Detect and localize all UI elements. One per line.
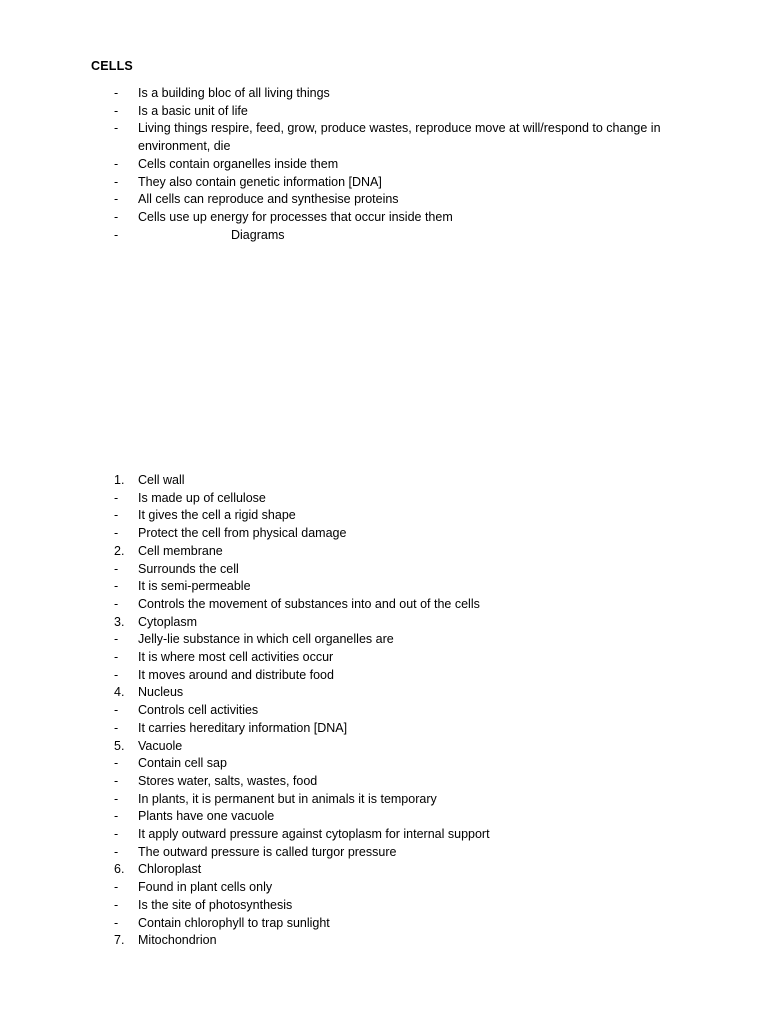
- list-marker: -: [114, 508, 119, 523]
- numbered-heading: [0, 472, 698, 490]
- list-marker: -: [114, 209, 119, 224]
- list-item-text: Cells contain organelles inside them: [138, 156, 339, 171]
- numbered-heading: [0, 614, 698, 632]
- list-item: [0, 507, 698, 525]
- list-marker: -: [114, 174, 119, 189]
- list-item-text: Vacuole: [138, 738, 183, 753]
- list-item-text: It is semi-permeable: [138, 579, 251, 594]
- list-item: [0, 103, 698, 121]
- list-item-text: Is a basic unit of life: [138, 103, 248, 118]
- list-marker: 1.: [114, 473, 125, 487]
- list-marker: 6.: [114, 862, 125, 877]
- list-item-text: Cells use up energy for processes that occur inside them: [138, 209, 453, 224]
- list-marker: -: [114, 579, 119, 594]
- list-item: [0, 879, 698, 897]
- list-item-text: Nucleus: [138, 685, 184, 700]
- numbered-heading: [0, 738, 698, 756]
- list-item-text: Jelly-lie substance in which cell organelles are: [138, 632, 394, 647]
- organelle-list: [0, 472, 698, 950]
- list-item-text: Is a building bloc of all living things: [138, 86, 330, 100]
- list-item-text: In plants, it is permanent but in animals it is temporary: [138, 791, 437, 806]
- list-item: [0, 156, 698, 174]
- list-item-text: Controls cell activities: [138, 703, 259, 718]
- list-item-text: It carries hereditary information [DNA]: [138, 720, 348, 735]
- list-marker: -: [114, 632, 119, 647]
- list-item-text: Contain chlorophyll to trap sunlight: [138, 915, 330, 930]
- intro-list: [0, 85, 698, 244]
- list-item-text: Mitochondrion: [138, 933, 217, 948]
- list-item: [0, 755, 698, 773]
- list-item: [0, 578, 698, 596]
- list-item: [0, 525, 698, 543]
- numbered-heading: [0, 861, 698, 879]
- list-item-diagrams: [0, 227, 698, 245]
- list-item: [0, 773, 698, 791]
- list-marker: -: [114, 791, 119, 806]
- list-item: [0, 667, 698, 685]
- list-marker: -: [114, 703, 119, 718]
- list-marker: -: [114, 86, 119, 100]
- list-item: [0, 191, 698, 209]
- list-marker: 5.: [114, 738, 125, 753]
- list-marker: -: [114, 192, 119, 207]
- list-marker: -: [114, 596, 119, 611]
- list-item-text: Found in plant cells only: [138, 880, 273, 895]
- list-item: [0, 826, 698, 844]
- list-item: [0, 490, 698, 508]
- list-item-text: Is made up of cellulose: [138, 490, 266, 505]
- list-item-text: Cytoplasm: [138, 614, 198, 629]
- list-marker: -: [114, 227, 119, 242]
- list-item-text: Stores water, salts, wastes, food: [138, 773, 318, 788]
- list-item: [0, 844, 698, 862]
- list-item-text: Cell membrane: [138, 543, 223, 558]
- list-item-text: Surrounds the cell: [138, 561, 239, 576]
- list-marker: -: [114, 526, 119, 541]
- list-item-text: It gives the cell a rigid shape: [138, 508, 296, 523]
- numbered-heading: [0, 543, 698, 561]
- list-item-text: It moves around and distribute food: [138, 667, 334, 682]
- list-item: [0, 720, 698, 738]
- list-marker: 4.: [114, 685, 125, 700]
- list-marker: -: [114, 650, 119, 665]
- numbered-heading: [0, 932, 698, 950]
- list-item-text: Protect the cell from physical damage: [138, 526, 347, 541]
- numbered-heading: [0, 684, 698, 702]
- list-item: [0, 915, 698, 933]
- list-marker: 7.: [114, 933, 125, 948]
- list-item: [0, 649, 698, 667]
- list-item-text: Controls the movement of substances into and out of the cells: [138, 596, 480, 611]
- list-item-text: Cell wall: [138, 473, 185, 487]
- list-marker: -: [114, 667, 119, 682]
- list-item: [0, 209, 698, 227]
- list-item: [0, 702, 698, 720]
- list-marker: 2.: [114, 543, 125, 558]
- list-item: [0, 897, 698, 915]
- list-marker: -: [114, 809, 119, 824]
- list-marker: -: [114, 844, 119, 859]
- list-item-text: Is the site of photosynthesis: [138, 897, 293, 912]
- list-item: [0, 174, 698, 192]
- list-item: [0, 791, 698, 809]
- list-marker: -: [114, 880, 119, 895]
- list-item-text: The outward pressure is called turgor pressure: [138, 844, 397, 859]
- list-item: [0, 561, 698, 579]
- list-marker: -: [114, 121, 119, 136]
- list-item: [0, 85, 698, 103]
- list-item-text: Plants have one vacuole: [138, 809, 275, 824]
- list-item-text: They also contain genetic information [DNA]: [138, 174, 382, 189]
- list-item-text: It is where most cell activities occur: [138, 650, 334, 665]
- list-item-text: It apply outward pressure against cytoplasm for internal support: [138, 827, 490, 842]
- list-marker: -: [114, 915, 119, 930]
- list-marker: -: [114, 773, 119, 788]
- list-marker: -: [114, 103, 119, 118]
- list-item: [0, 808, 698, 826]
- list-item-text: Living things respire, feed, grow, produce wastes, reproduce move at will/respond to change in environment, die: [138, 121, 661, 154]
- list-item-text: Contain cell sap: [138, 756, 227, 771]
- list-item: [0, 631, 698, 649]
- list-item-text: Chloroplast: [138, 862, 202, 877]
- list-item: [0, 596, 698, 614]
- list-marker: -: [114, 756, 119, 771]
- list-marker: -: [114, 490, 119, 505]
- page-title: CELLS: [91, 59, 133, 73]
- list-marker: -: [114, 720, 119, 735]
- list-item-text: All cells can reproduce and synthesise proteins: [138, 192, 399, 207]
- diagrams-label: Diagrams: [231, 227, 285, 242]
- list-marker: 3.: [114, 614, 125, 629]
- list-marker: -: [114, 561, 119, 576]
- list-item: [0, 120, 698, 155]
- list-marker: -: [114, 156, 119, 171]
- list-marker: -: [114, 827, 119, 842]
- list-marker: -: [114, 897, 119, 912]
